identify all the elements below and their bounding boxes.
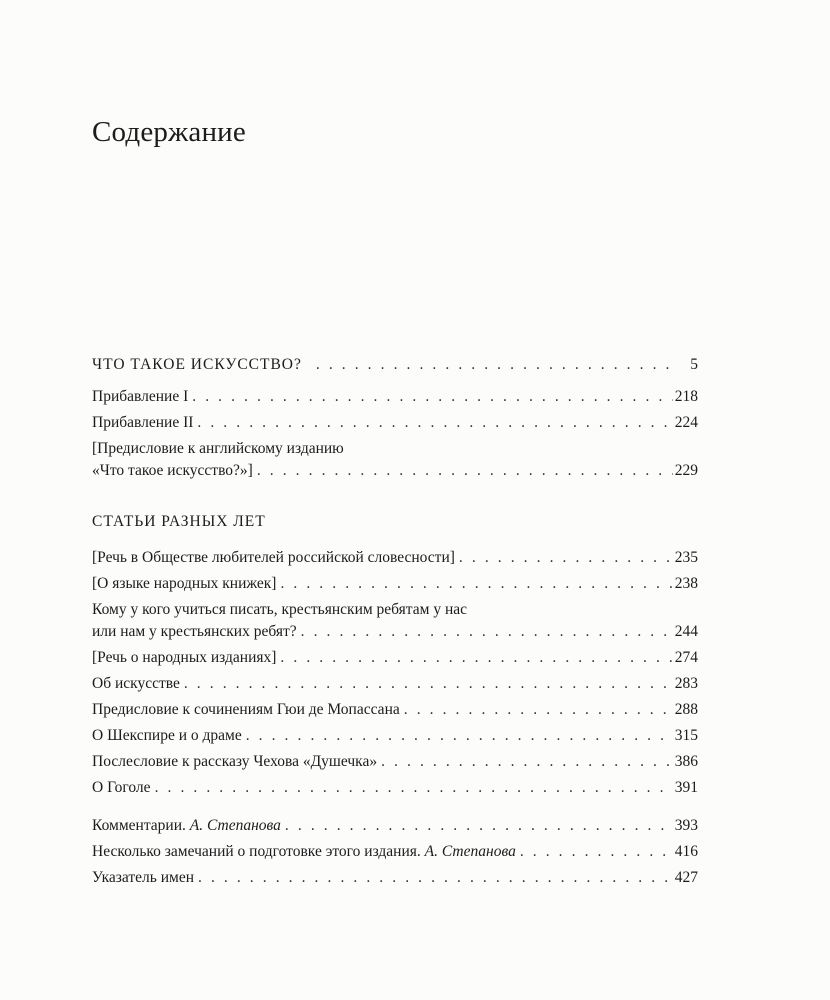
toc-entry[interactable]	[92, 699, 698, 721]
toc-entry[interactable]	[92, 647, 698, 669]
dot-leader	[184, 673, 673, 695]
toc-entry-page: 244	[674, 623, 698, 640]
toc-part-2	[92, 511, 698, 803]
toc-entry[interactable]	[92, 547, 698, 569]
dot-leader	[459, 547, 673, 569]
dot-leader	[197, 412, 672, 434]
toc-entry[interactable]	[92, 438, 698, 482]
toc-entry-page: 393	[674, 817, 698, 834]
toc-entry-author: А. Степанова	[189, 817, 281, 834]
dot-leader	[301, 621, 673, 643]
dot-leader	[246, 725, 673, 747]
toc-entry-author: А. Степанова	[424, 843, 516, 860]
toc-entry[interactable]	[92, 725, 698, 747]
toc-entry-title: Указатель имен	[92, 869, 194, 886]
toc-entry-title: О Гоголе	[92, 779, 151, 796]
toc-part-1	[92, 354, 698, 486]
toc-entry[interactable]	[92, 751, 698, 773]
toc-entry-page: 283	[674, 675, 698, 692]
toc-entry-title: Послесловие к рассказу Чехова «Душечка»	[92, 753, 378, 770]
dot-leader	[285, 815, 673, 837]
toc-entry-title: О Шекспире и о драме	[92, 727, 242, 744]
toc-entry[interactable]	[92, 867, 698, 889]
dot-leader	[155, 777, 673, 799]
toc-entry-what-is-art[interactable]	[92, 354, 698, 376]
dot-leader	[381, 751, 673, 773]
toc-part-3	[92, 815, 698, 893]
toc-entry-page: 416	[674, 843, 698, 860]
toc-entry-title: [О языке народных книжек]	[92, 575, 277, 592]
dot-leader	[280, 573, 672, 595]
toc-entry-title-text: Комментарии.	[92, 817, 186, 834]
toc-entry-title: [Речь о народных изданиях]	[92, 649, 277, 666]
toc-entry-title: «Что такое искусство?»]	[92, 462, 253, 479]
toc-entry-page: 218	[674, 388, 698, 405]
toc-entry[interactable]	[92, 599, 698, 643]
toc-entry[interactable]	[92, 573, 698, 595]
toc-entry-title: ЧТО ТАКОЕ ИСКУССТВО?	[92, 356, 302, 373]
toc-entry-page: 427	[674, 869, 698, 886]
toc-entry[interactable]	[92, 386, 698, 408]
toc-entry[interactable]	[92, 815, 698, 837]
toc-entry-title: Об искусстве	[92, 675, 180, 692]
dot-leader	[520, 841, 673, 863]
toc-entry[interactable]	[92, 673, 698, 695]
toc-entry-page: 235	[674, 549, 698, 566]
dot-leader	[316, 354, 672, 376]
toc-entry-title: [Речь в Обществе любителей российской словесности]	[92, 549, 455, 566]
toc-entry-page: 315	[674, 727, 698, 744]
toc-entry-title: Прибавление II	[92, 414, 194, 431]
toc-entry-page: 229	[674, 462, 698, 479]
section-heading: СТАТЬИ РАЗНЫХ ЛЕТ	[92, 513, 266, 530]
dot-leader	[198, 867, 673, 889]
toc-entry-title	[92, 815, 281, 837]
dot-leader	[404, 699, 673, 721]
toc-entry-page: 274	[674, 649, 698, 666]
toc-entry-title: Предисловие к сочинениям Гюи де Мопассана	[92, 701, 400, 718]
dot-leader	[192, 386, 673, 408]
toc-entry-title-line1: [Предисловие к английскому изданию	[92, 440, 344, 457]
toc-entry[interactable]	[92, 841, 698, 863]
toc-entry-page: 238	[674, 575, 698, 592]
toc-entry-title: Прибавление I	[92, 388, 189, 405]
toc-entry-page: 391	[674, 779, 698, 796]
toc-entry-title: или нам у крестьянских ребят?	[92, 623, 297, 640]
toc-entry-page: 224	[674, 414, 698, 431]
toc-entry-title-line1: Кому у кого учиться писать, крестьянским ребятам у нас	[92, 601, 468, 618]
toc-entry[interactable]	[92, 777, 698, 799]
dot-leader	[280, 647, 672, 669]
dot-leader	[257, 460, 673, 482]
page-title: Содержание	[92, 116, 246, 148]
toc-entry-page: 288	[674, 701, 698, 718]
toc-entry-title-text: Несколько замечаний о подготовке этого издания.	[92, 843, 421, 860]
toc-entry-page: 386	[674, 753, 698, 770]
toc-entry[interactable]	[92, 412, 698, 434]
toc-entry-page: 5	[690, 356, 698, 373]
toc-entry-title	[92, 841, 516, 863]
